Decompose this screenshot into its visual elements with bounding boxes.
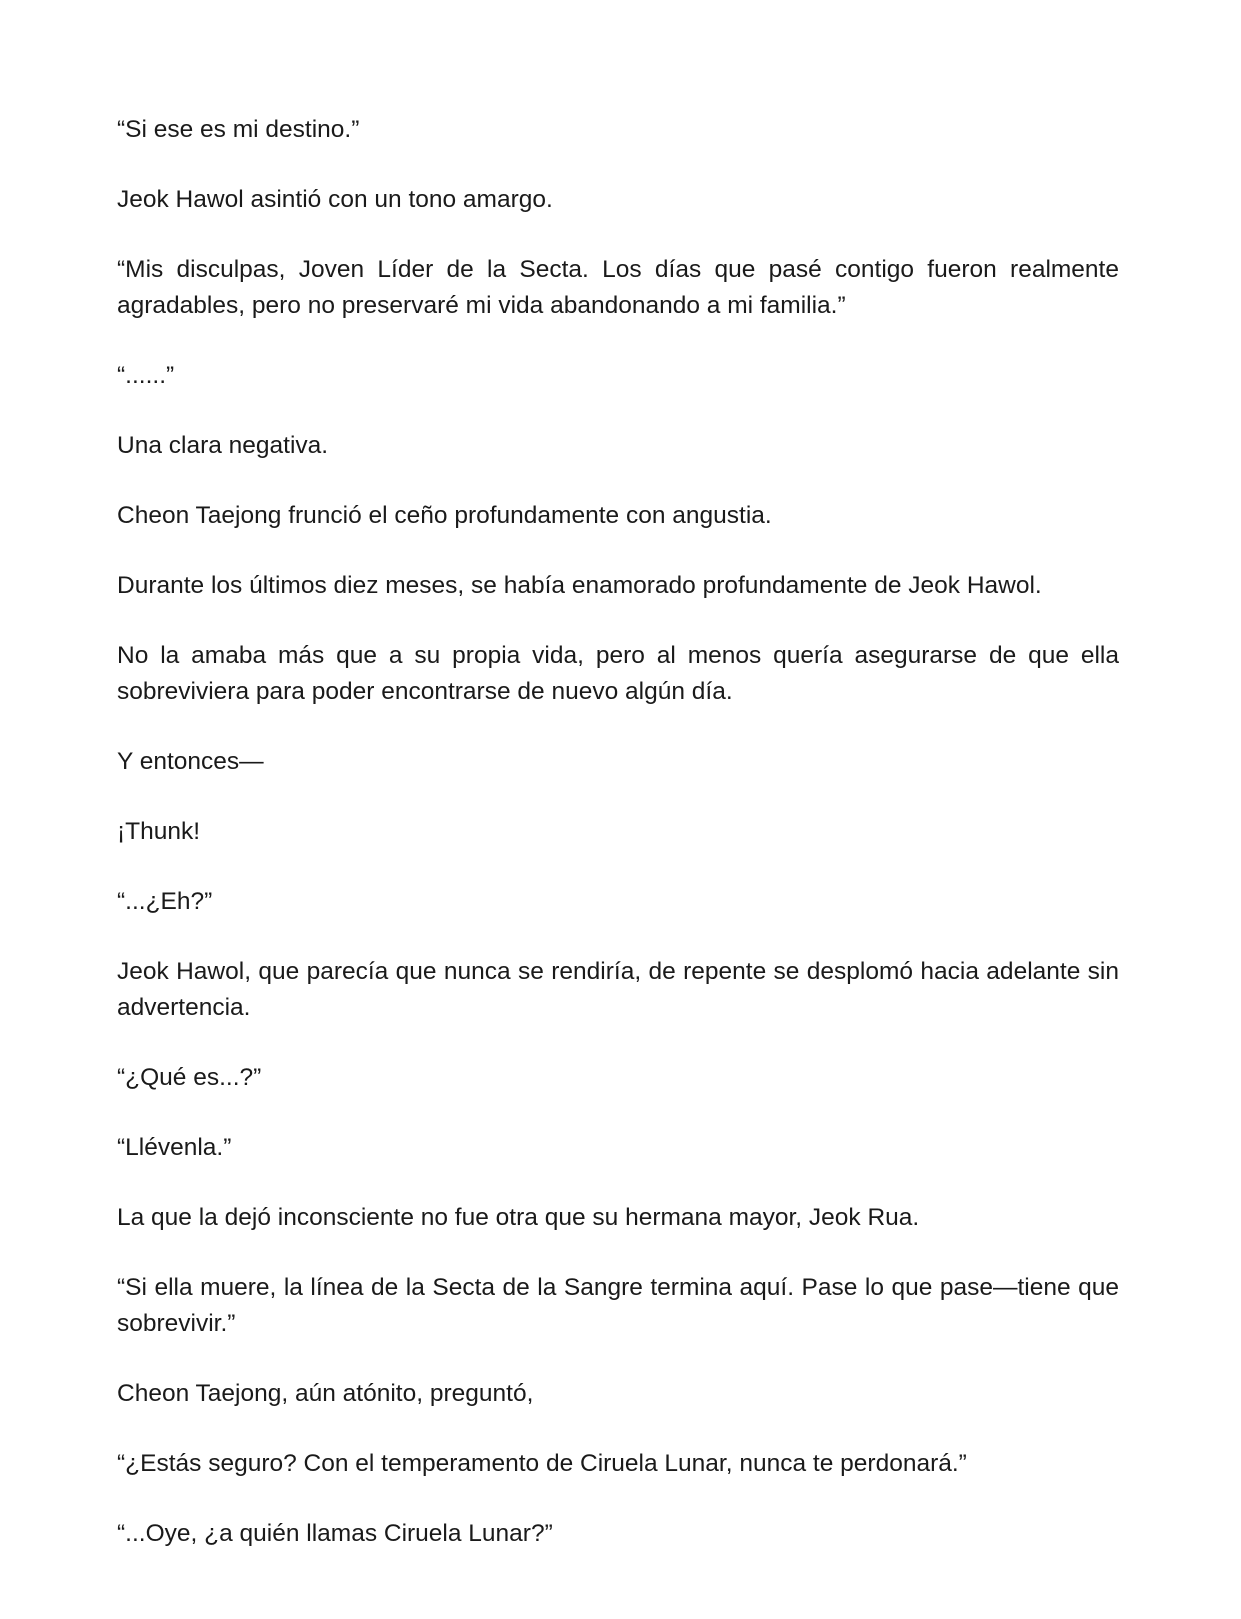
paragraph: Jeok Hawol, que parecía que nunca se rendiría, de repente se desplomó hacia adelante sin advertencia. [117,958,1119,1021]
paragraph: Y entonces— [117,748,264,775]
paragraph: Cheon Taejong frunció el ceño profundamente con angustia. [117,502,772,529]
paragraph: Una clara negativa. [117,432,329,459]
paragraph: “Si ese es mi destino.” [117,116,360,143]
paragraph: “Mis disculpas, Joven Líder de la Secta. Los días que pasé contigo fueron realmente agradables, pero no preservaré mi vida abandonando a mi familia.” [117,256,1119,319]
paragraph: “¿Estás seguro? Con el temperamento de Ciruela Lunar, nunca te perdonará.” [117,1450,967,1477]
paragraph: “...¿Eh?” [117,888,213,915]
paragraph: ¡Thunk! [117,818,201,845]
paragraph: Jeok Hawol asintió con un tono amargo. [117,186,553,213]
paragraph: La que la dejó inconsciente no fue otra que su hermana mayor, Jeok Rua. [117,1204,920,1231]
paragraph: Cheon Taejong, aún atónito, preguntó, [117,1380,534,1407]
paragraph: “¿Qué es...?” [117,1064,262,1091]
paragraph: “...Oye, ¿a quién llamas Ciruela Lunar?” [117,1520,553,1547]
paragraph: “......” [117,362,175,389]
paragraph: “Llévenla.” [117,1134,232,1161]
paragraph: Durante los últimos diez meses, se había enamorado profundamente de Jeok Hawol. [117,572,1042,599]
paragraph: “Si ella muere, la línea de la Secta de la Sangre termina aquí. Pase lo que pase—tiene que sobrevivir.” [117,1274,1119,1337]
document-page [117,112,1119,1552]
paragraph: No la amaba más que a su propia vida, pero al menos quería asegurarse de que ella sobreviviera para poder encontrarse de nuevo algún día. [117,642,1119,705]
